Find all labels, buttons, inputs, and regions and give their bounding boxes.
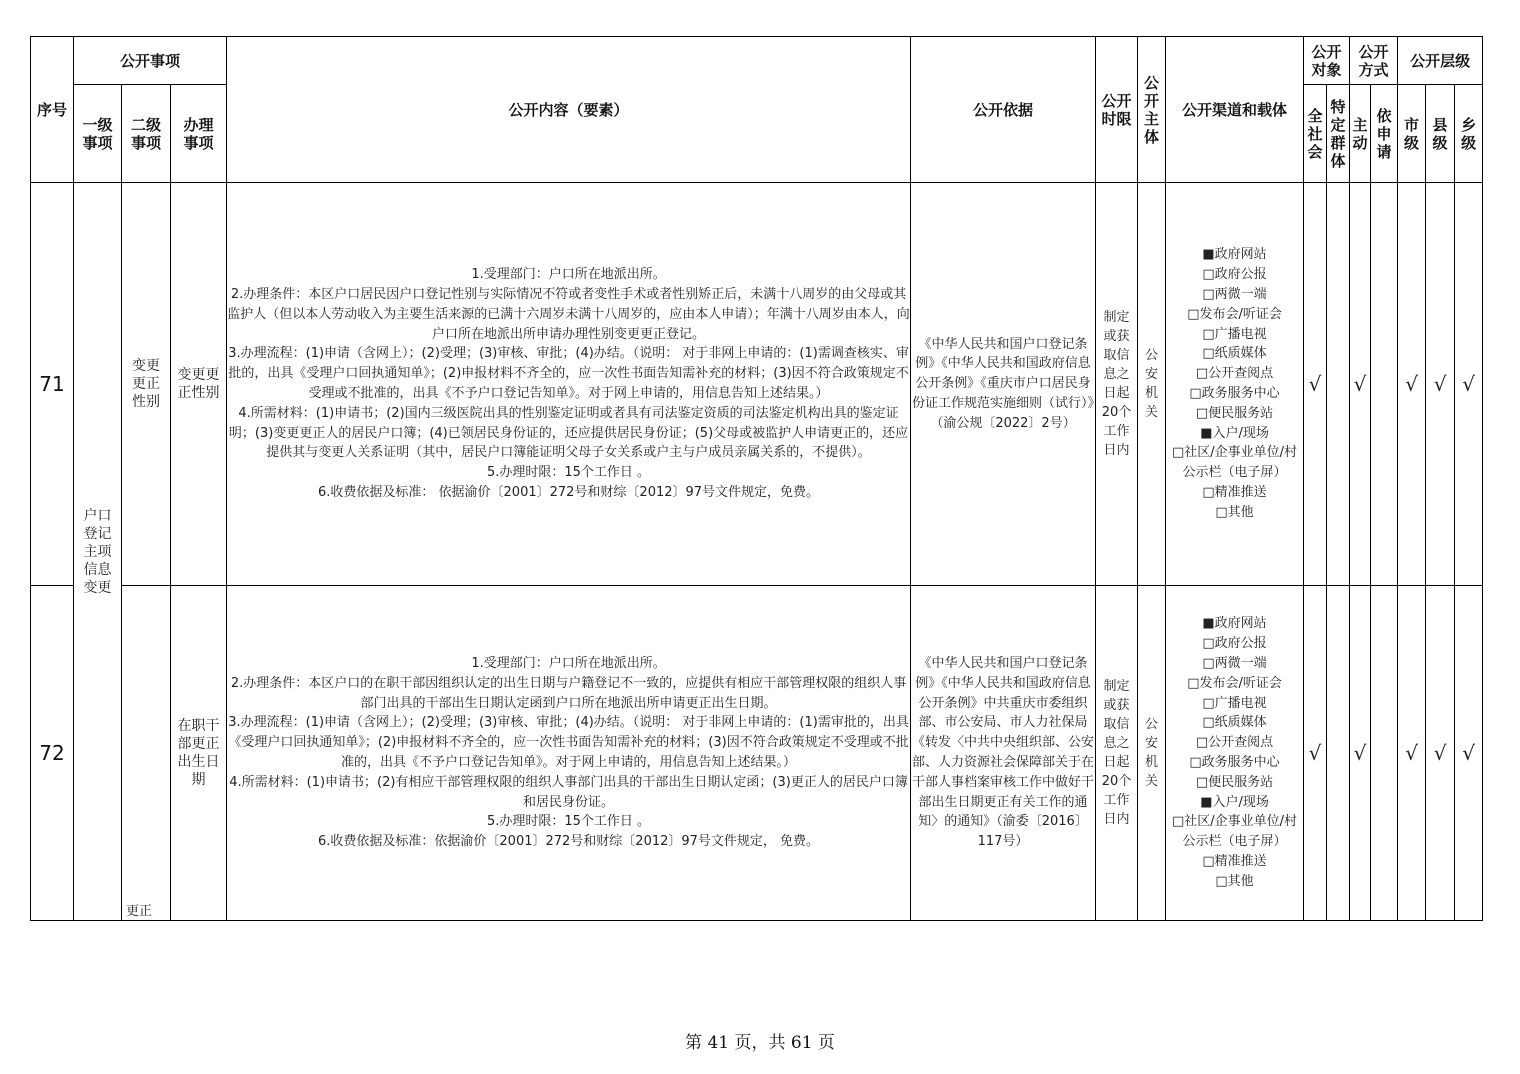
header-specific-group: 特 定 群 体 (1327, 85, 1350, 183)
header-basis: 公开依据 (911, 37, 1096, 183)
check-on-request (1371, 586, 1398, 921)
check-county: √ (1426, 183, 1455, 586)
check-active: √ (1350, 183, 1371, 586)
row-time-limit: 制定 或获 取信 息之 日起 20个 工作 日内 (1096, 183, 1138, 586)
channel-item: ■政府网站 (1202, 247, 1267, 263)
header-levels: 公开层级 (1398, 37, 1483, 85)
row-level2: 变更 更正 性别 (122, 183, 171, 586)
channel-item: □两微一端 (1202, 287, 1267, 303)
table-row (31, 183, 1483, 586)
check-town: √ (1455, 586, 1483, 921)
channel-item: □两微一端 (1202, 656, 1267, 672)
channel-item: ■入户/现场 (1200, 794, 1269, 810)
check-whole-society: √ (1304, 586, 1327, 921)
header-subject: 公 开 主 体 (1138, 37, 1166, 183)
header-town: 乡 级 (1455, 85, 1483, 183)
channel-item: □政务服务中心 (1189, 755, 1280, 770)
header-level2: 二级 事项 (122, 85, 171, 183)
header-handle: 办理 事项 (171, 85, 227, 183)
row-time-limit: 制定 或获 取信 息之 日起 20个 工作 日内 (1096, 586, 1138, 921)
channel-item: □精准推送 (1202, 853, 1267, 869)
channel-item: □纸质媒体 (1202, 346, 1267, 362)
channel-item: □广播电视 (1202, 326, 1267, 342)
header-target: 公开 对象 (1304, 37, 1350, 85)
channel-item: □公开查阅点 (1195, 735, 1274, 751)
channel-item: □政务服务中心 (1189, 386, 1280, 401)
check-specific-group (1327, 586, 1350, 921)
row-basis: 《中华人民共和国户口登记条例》《中华人民共和国政府信息公开条例》中共重庆市委组织部、市公安局、市人力社保局《转发〈中共中央组织部、公安部、人力资源社会保障部关于在干部人事档案审核工作中做好干部出生日期更正有关工作的通知〉的通知》（渝委〔2016〕117号） (911, 586, 1096, 921)
header-whole-society: 全 社 会 (1304, 85, 1327, 183)
channel-item: ■政府网站 (1202, 616, 1267, 632)
row-level1: 户口 登记 主项 信息 变更 (74, 183, 122, 921)
check-on-request (1371, 183, 1398, 586)
channel-item: □便民服务站 (1195, 774, 1274, 790)
check-city: √ (1398, 183, 1426, 586)
row-channels (1166, 586, 1304, 921)
row-subject: 公 安 机 关 (1138, 586, 1166, 921)
check-county: √ (1426, 586, 1455, 921)
header-time-limit: 公开 时限 (1096, 37, 1138, 183)
check-whole-society: √ (1304, 183, 1327, 586)
channel-item: □社区/企事业单位/村公示栏（电子屏） (1172, 814, 1298, 850)
channel-item: □精准推送 (1202, 484, 1267, 500)
row-level2 (122, 586, 171, 921)
row-seq: 71 (31, 183, 74, 586)
header-channels: 公开渠道和载体 (1166, 37, 1304, 183)
disclosure-table (30, 36, 1483, 921)
header-matters-group: 公开事项 (74, 37, 227, 85)
row-handle: 变更更 正性别 (171, 183, 227, 586)
check-active: √ (1350, 586, 1371, 921)
channel-item: □发布会/听证会 (1187, 306, 1282, 322)
row-subject: 公 安 机 关 (1138, 183, 1166, 586)
page-footer: 第 41 页，共 61 页 (685, 1033, 835, 1053)
row-basis: 《中华人民共和国户口登记条例》《中华人民共和国政府信息公开条例》《重庆市户口居民身份证工作规范实施细则（试行）》（渝公规〔2022〕2号） (911, 183, 1096, 586)
row-handle: 在职干 部更正 出生日 期 (171, 586, 227, 921)
header-seq: 序号 (31, 37, 74, 183)
header-on-request: 依 申 请 (1371, 85, 1398, 183)
header-method: 公开 方式 (1350, 37, 1398, 85)
channel-item: □其他 (1215, 504, 1254, 520)
header-level1: 一级 事项 (74, 85, 122, 183)
header-active: 主 动 (1350, 85, 1371, 183)
channel-item: □社区/企事业单位/村公示栏（电子屏） (1172, 445, 1298, 481)
continued-label: 更正 (126, 904, 153, 919)
row-content: 1.受理部门：户口所在地派出所。 2.办理条件：本区户口的在职干部因组织认定的出生日期与户籍登记不一致的，应提供有相应干部管理权限的组织人事部门出具的干部出生日期认定函到户口所在地派出所申请更正出生日期。 3.办理流程：(1)申请（含网上）；(2)受理；(3)审核、审批；(4)办结。（说明： 对于非网上申请的：(1)需审批的，出具《受理户口回执通知单》；(2)申报材料不齐全的，应一次性书面告知需补充的材料；(3)因不符合政策规定不受理或不批准的，出具《不予户口登记告知单》。对于网上申请的，用信息告知上述结果。） 4.所需材料：(1)申请书；(2)有相应干部管理权限的组织人事部门出具的干部出生日期认定函；(3)更正人的居民户口簿和居民身份证。 5.办理时限：15个工作日 。 6.收费依据及标准：依据渝价〔2001〕272号和财综〔2012〕97号文件规定， 免费。 (227, 586, 911, 921)
row-seq: 72 (31, 586, 74, 921)
header-city: 市 级 (1398, 85, 1426, 183)
channel-item: □政府公报 (1202, 267, 1267, 283)
check-city: √ (1398, 586, 1426, 921)
header-county: 县 级 (1426, 85, 1455, 183)
channel-item: □其他 (1215, 873, 1254, 889)
channel-item: □便民服务站 (1195, 405, 1274, 421)
channel-item: □政府公报 (1202, 636, 1267, 652)
channel-item: □公开查阅点 (1195, 366, 1274, 382)
channel-item: □发布会/听证会 (1187, 675, 1282, 691)
table-row (31, 586, 1483, 921)
header-content: 公开内容（要素） (227, 37, 911, 183)
row-content: 1.受理部门：户口所在地派出所。 2.办理条件：本区户口居民因户口登记性别与实际情况不符或者变性手术或者性别矫正后，未满十八周岁的由父母或其监护人（但以本人劳动收入为主要生活来源的已满十六周岁未满十八周岁的，应由本人申请）；年满十八周岁由本人，向户口所在地派出所申请办理性别变更更正登记。 3.办理流程：(1)申请（含网上）；(2)受理；(3)审核、审批；(4)办结。（说明： 对于非网上申请的：(1)需调查核实、审批的，出具《受理户口回执通知单》；(2)申报材料不齐全的，应一次性书面告知需补充的材料；(3)因不符合政策规定不受理或不批准的，出具《不予户口登记告知单》。对于网上申请的，用信息告知上述结果。） 4.所需材料：(1)申请书；(2)国内三级医院出具的性别鉴定证明或者具有司法鉴定资质的司法鉴定机构出具的鉴定证明；(3)变更更正人的居民户口簿；(4)已领居民身份证的，还应提供居民身份证；(5)父母或被监护人申请更正的，还应提供其与变更人关系证明（其中，居民户口簿能证明父母子女关系或户主与户成员亲属关系的，不提供）。 5.办理时限：15个工作日 。 6.收费依据及标准： 依据渝价〔2001〕272号和财综〔2012〕97号文件规定，免费。 (227, 183, 911, 586)
row-channels (1166, 183, 1304, 586)
channel-item: ■入户/现场 (1200, 425, 1269, 441)
check-town: √ (1455, 183, 1483, 586)
channel-item: □广播电视 (1202, 695, 1267, 711)
channel-item: □纸质媒体 (1202, 715, 1267, 731)
check-specific-group (1327, 183, 1350, 586)
